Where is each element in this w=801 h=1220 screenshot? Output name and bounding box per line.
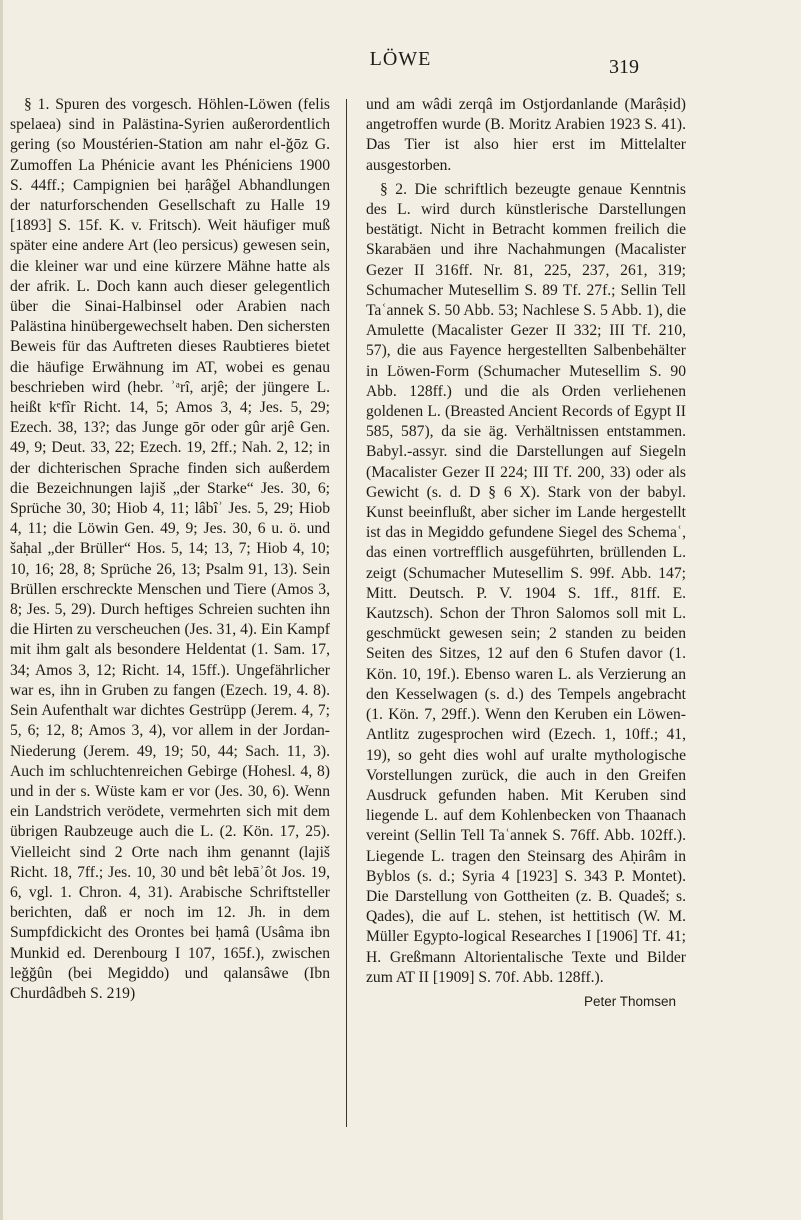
- running-title: LÖWE: [369, 48, 432, 70]
- author-signature: Peter Thomsen: [583, 993, 676, 1009]
- paragraph-section-2: § 2. Die schriftlich bezeugte genaue Kenntnis des L. wird durch künstlerische Darstellungen bestätigt. Nicht in Betracht kommen freilich die Skarabäen und ihre Nachahmungen (Macalister Gezer II 316ff. Nr. 81, 225, 237, 261, 319; Schumacher Mutesellim S. 89 Tf. 27f.; Sellin Tell Taʿannek S. 50 Abb. 53; Nachlese S. 5 Abb. 1), die Amulette (Macalister Gezer II 332; III Tf. 210, 57), die aus Fayence hergestellten Salbenbehälter in Löwen-Form (Schumacher Mutesellim S. 90 Abb. 128ff.) und die als Orden verliehenen goldenen L. (Breasted Ancient Records of Egypt II 585, 587), da sie äg. Verhältnissen entstammen. Babyl.-assyr. sind die Darstellungen auf Siegeln (Macalister Gezer II 224; III Tf. 200, 33) oder als Gewicht (s. d. D § 6 X). Stark von der babyl. Kunst beeinflußt, aber sicher im Lande hergestellt ist das in Megiddo gefundene Siegel des Schemaʿ, das einen vortrefflich ausgeführten, brüllenden L. zeigt (Schumacher Mutesellim S. 99f. Abb. 147; Mitt. Deutsch. P. V. 1904 S. 1ff., 81ff. E. Kautzsch). Schon der Thron Salomos soll mit L. geschmückt gewesen sein; 2 standen zu beiden Seiten des Sitzes, 12 auf den 6 Stufen davor (1. Kön. 10, 19f.). Ebenso waren L. als Verzierung an den Kesselwagen (s. d.) des Tempels angebracht (1. Kön. 7, 29ff.). Wenn den Keruben ein Löwen-Antlitz zugesprochen wird (Ezech. 1, 10ff.; 41, 19), so geht dies wohl auf uralte mythologische Vorstellungen zurück, die auch in den Greifen Ausdruck gefunden haben. Mit Keruben sind liegende L. auf dem Kohlenbecken von Thaanach vereint (Sellin Tell Taʿannek S. 76ff. Abb. 102ff.). Liegende L. tragen den Steinsarg des Aḥirâm in Byblos (s. d.; Syria 4 [1923] S. 343 P. Montet). Die Darstellung von Gottheiten (z. B. Quadeš; s. Qades), die auf L. stehen, ist hettitisch (W. M. Müller Egypto-logical Researches I [1906] Tf. 41; H. Greßmann Altorientalische Texte und Bilder zum AT II [1909] S. 70f. Abb. 128ff.).: [366, 180, 686, 986]
- paragraph-section-1-continued: und am wâdi zerqâ im Ostjordanlande (Marâṣid) angetroffen wurde (B. Moritz Arabien 1923 S. 41). Das Tier ist also hier erst im Mittelalter ausgestorben.: [366, 96, 686, 174]
- page-header: [0, 48, 801, 78]
- page-number: 319: [609, 56, 639, 78]
- page-edge: [0, 0, 3, 1220]
- paragraph-section-1: § 1. Spuren des vorgesch. Höhlen-Löwen (felis spelaea) sind in Palästina-Syrien außerordentlich gering (so Moustérien-Station am nahr el-ğōz G. Zumoffen La Phénicie avant les Phéniciens 1900 S. 44ff.; Campignien bei ḥarâğel Abhandlungen der naturforschenden Gesellschaft zu Halle 19 [1893] S. 15f. K. v. Fritsch). Weit häufiger muß später eine andere Art (leo persicus) gewesen sein, die kleiner war und eine kürzere Mähne hatte als der afrik. L. Doch kann auch dieser gelegentlich über die Sinai-Halbinsel oder Arabien nach Palästina hinübergewechselt haben. Den sichersten Beweis für das Auftreten dieses Raubtieres bietet die häufige Erwähnung im AT, wobei es genau beschrieben wird (hebr. ʾᵃrî, arjê; der jüngere L. heißt kᵉfîr Richt. 14, 5; Amos 3, 4; Jes. 5, 29; Ezech. 38, 13?; das Junge gōr oder gûr arjê Gen. 49, 9; Deut. 33, 22; Ezech. 19, 2ff.; Nah. 2, 12; in der dichterischen Sprache finden sich außerdem die Bezeichnungen lajiš „der Starke“ Jes. 30, 6; Sprüche 30, 30; Hiob 4, 11; lâbîʾ Jes. 5, 29; Hiob 4, 11; die Löwin Gen. 49, 9; Jes. 30, 6 u. ö. und šaḥal „der Brüller“ Hos. 5, 14; 13, 7; Hiob 4, 10; 10, 16; 28, 8; Sprüche 26, 13; Psalm 91, 13). Sein Brüllen erschreckte Menschen und Tiere (Amos 3, 8; Jes. 5, 29). Durch heftiges Schreien suchten ihn die Hirten zu verscheuchen (Jes. 31, 4). Ein Kampf mit ihm galt als besondere Heldentat (1. Sam. 17, 34; Amos 3, 12; Richt. 14, 15ff.). Ungefährlicher war es, ihn in Gruben zu fangen (Ezech. 19, 4. 8). Sein Aufenthalt war dichtes Gestrüpp (Jerem. 4, 7; 5, 6; 12, 8; Amos 3, 4), vor allem in der Jordan-Niederung (Jerem. 49, 19; 50, 44; Sach. 11, 3). Auch im schluchtenreichen Gebirge (Hohesl. 4, 8) und in der s. Wüste kam er vor (Jes. 30, 6). Wenn ein Landstrich verödete, vermehrten sich mit dem übrigen Raubzeuge auch die L. (2. Kön. 17, 25). Vielleicht sind 2 Orte nach ihm genannt (lajiš Richt. 18, 7ff.; Jes. 10, 30 und bêt lebāʾôt Jos. 19, 6, vgl. 1. Chron. 4, 31). Arabische Schriftsteller berichten, daß er noch im 12. Jh. in dem Sumpfdickicht des Orontes bei ḥamâ (Usâma ibn Munkid ed. Derenbourg I 107, 165f.), zwischen leğğûn (bei Megiddo) und qalansâwe (Ibn Churdâdbeh S. 219): [10, 96, 330, 1002]
- column-divider: [346, 99, 347, 1127]
- right-column: [366, 95, 686, 1012]
- left-column: [10, 95, 330, 1008]
